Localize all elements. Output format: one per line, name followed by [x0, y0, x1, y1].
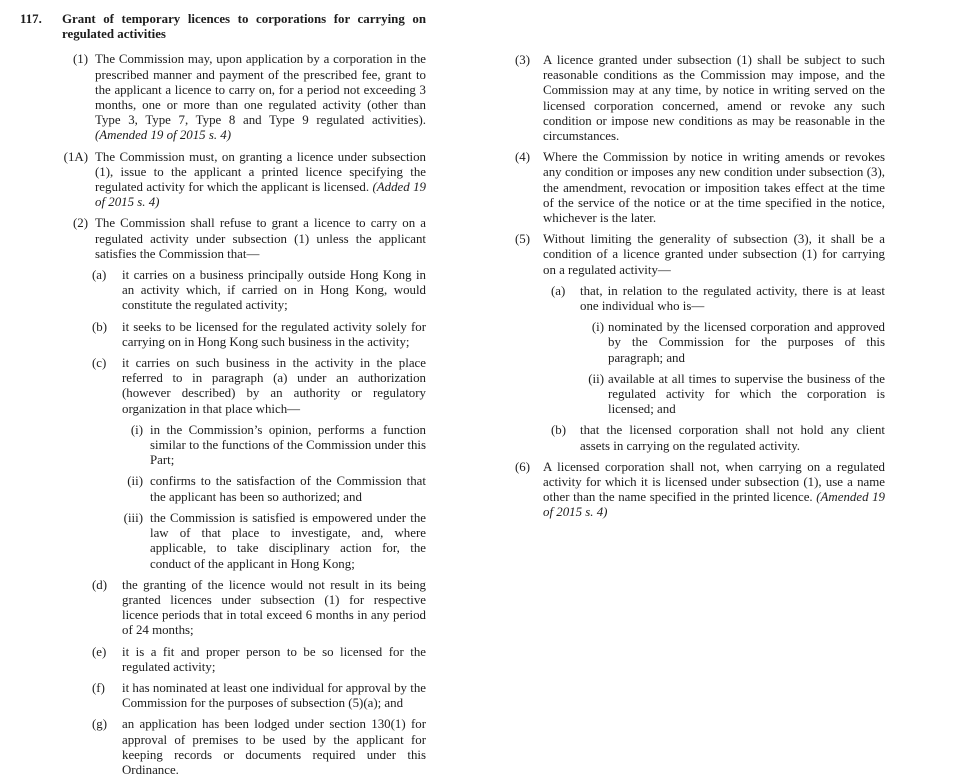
clause-number: (b) [92, 319, 108, 334]
clause-text: in the Commission’s opinion, performs a function similar to the functions of the Commission under this Part; [150, 422, 426, 468]
clause-number: (2) [72, 216, 88, 231]
clause-number: (6) [515, 459, 531, 474]
clause-text: it is a fit and proper person to be so licensed for the regulated activity; [122, 644, 426, 674]
clause-number: (d) [92, 577, 108, 592]
clause-body [608, 372, 885, 418]
clause-text: Without limiting the generality of subsection (3), it shall be a condition of a licence granted under subsection (1) for carrying on a regulated activity— [543, 232, 885, 277]
clause-number: (a) [92, 268, 107, 283]
clause-body [122, 681, 426, 711]
clause-number: (i) [130, 422, 143, 437]
clause-text: A licence granted under subsection (1) shall be subject to such reasonable conditions as the Commission may impose, and the Commission may at any time, by notice in writing served on the licensed corporation concerned, amend or revoke any such condition or impose new conditions as may be reasonable in the circumstances. [543, 53, 885, 144]
clause-body [122, 268, 426, 314]
clause-2c-iii [20, 511, 426, 572]
clause-body [122, 356, 426, 417]
clause-5a-ii [515, 372, 885, 418]
clause-body [122, 717, 426, 778]
clause-text: A licensed corporation shall not, when carrying on a regulated activity for which it is licensed under subsection (1), use a name other than the name specified in the printed licence. [543, 459, 885, 505]
clause-number: (b) [551, 423, 567, 438]
clause-number: (e) [92, 644, 107, 659]
clause-body [95, 52, 426, 143]
clause-1A [20, 150, 426, 211]
clause-5a [515, 284, 885, 314]
clause-body [543, 232, 885, 278]
clause-5b [515, 423, 885, 453]
clause-2c-i [20, 423, 426, 469]
clause-body [543, 460, 885, 521]
clause-body [150, 423, 426, 469]
clause-text: confirms to the satisfaction of the Commission that the applicant has been so authorized; and [150, 474, 426, 504]
clause-number: (a) [551, 283, 566, 298]
clause-body [580, 423, 885, 453]
clause-text: nominated by the licensed corporation and approved by the Commission for the purposes of this paragraph; and [608, 320, 885, 365]
clause-text: it carries on a business principally outside Hong Kong in an activity which, if carried on in Hong Kong, would constitute the regulated activity; [122, 268, 426, 313]
clause-2f [20, 681, 426, 711]
clause-text: the Commission is satisfied is empowered under the law of that place to investigate, and, where applicable, to take disciplinary action for, the conduct of the applicant in Hong Kong; [150, 510, 426, 571]
clause-3 [515, 53, 885, 144]
clause-number: (1) [72, 52, 88, 67]
clause-6 [515, 460, 885, 521]
clause-body [150, 474, 426, 504]
amendment-note: (Amended 19 of 2015 s. 4) [95, 128, 232, 143]
clause-2g [20, 717, 426, 778]
clause-body [122, 645, 426, 675]
clause-number: (1A) [63, 149, 88, 164]
clause-text: The Commission may, upon application by a corporation in the prescribed manner and payment of the prescribed fee, grant to the applicant a licence to carry on, for a period not exceeding 3 months, one or more than one regulated activity (other than Type 3, Type 7, Type 8 and Type 9 regulated activities). [95, 52, 426, 128]
right-column [515, 53, 885, 527]
clause-body [122, 578, 426, 639]
clause-2d [20, 578, 426, 639]
clause-text: it seeks to be licensed for the regulated activity solely for carrying on in Hong Kong such business in the activity; [122, 319, 426, 349]
clause-number: (f) [92, 680, 105, 695]
clause-number: (iii) [123, 510, 143, 525]
clause-2c [20, 356, 426, 417]
clause-text: Where the Commission by notice in writing amends or revokes any condition or imposes any new condition under subsection (3), the amendment, revocation or imposition takes effect at the time of the service of the notice or at the time specified in the notice, whichever is the later. [543, 150, 885, 226]
clause-text: that the licensed corporation shall not hold any client assets in carrying on the regulated activity. [580, 423, 885, 453]
clause-2c-ii [20, 474, 426, 504]
clause-number: (3) [515, 53, 531, 67]
clause-body [608, 320, 885, 366]
clause-number: (c) [92, 356, 107, 371]
clause-2e [20, 645, 426, 675]
clause-text: it has nominated at least one individual for approval by the Commission for the purposes of subsection (5)(a); and [122, 680, 426, 711]
clause-2a [20, 268, 426, 314]
amendment-note: (Added 19 of 2015 s. 4) [95, 180, 426, 210]
clause-5 [515, 232, 885, 278]
amendment-note: (Amended 19 of 2015 s. 4) [543, 490, 886, 520]
left-column [20, 12, 426, 783]
clause-5a-i [515, 320, 885, 366]
clause-text: it carries on such business in the activity in the place referred to in paragraph (a) under an authorization (however described) by an authority or regulatory organization in that place which— [122, 356, 426, 416]
clause-text: the granting of the licence would not result in its being granted licences under subsection (1) for respective licence periods that in total exceed 6 months in any period of 24 months; [122, 577, 426, 638]
clause-number: (5) [515, 232, 531, 247]
clause-number: (i) [591, 320, 604, 335]
clause-2b [20, 320, 426, 350]
clause-2 [20, 216, 426, 262]
clause-text: The Commission must, on granting a licence under subsection (1), issue to the applicant a printed licence specifying the regulated activity for which the applicant is licensed. [95, 149, 426, 195]
clause-text: available at all times to supervise the business of the regulated activity for which the corporation is licensed; and [608, 371, 885, 417]
clause-body [122, 320, 426, 350]
clause-body [95, 150, 426, 211]
clause-text: that, in relation to the regulated activity, there is at least one individual who is— [580, 283, 885, 314]
clause-number: (ii) [127, 474, 143, 489]
section-title: Grant of temporary licences to corporations for carrying on regulated activities [62, 12, 426, 42]
clause-4 [515, 150, 885, 226]
clause-number: (g) [92, 717, 108, 732]
clause-body [580, 284, 885, 314]
clause-number: (4) [515, 150, 531, 165]
clause-body [95, 216, 426, 262]
section-number: 117. [20, 12, 42, 26]
clause-text: an application has been lodged under section 130(1) for approval of premises to be used by the applicant for keeping records or documents required under this Ordinance. [122, 717, 426, 777]
clause-number: (ii) [588, 371, 604, 386]
clause-body [150, 511, 426, 572]
clause-body [543, 53, 885, 144]
clause-text: The Commission shall refuse to grant a licence to carry on a regulated activity under subsection (1) unless the applicant satisfies the Commission that— [95, 216, 426, 261]
section-heading [20, 12, 426, 42]
clause-1 [20, 52, 426, 143]
clause-body [543, 150, 885, 226]
